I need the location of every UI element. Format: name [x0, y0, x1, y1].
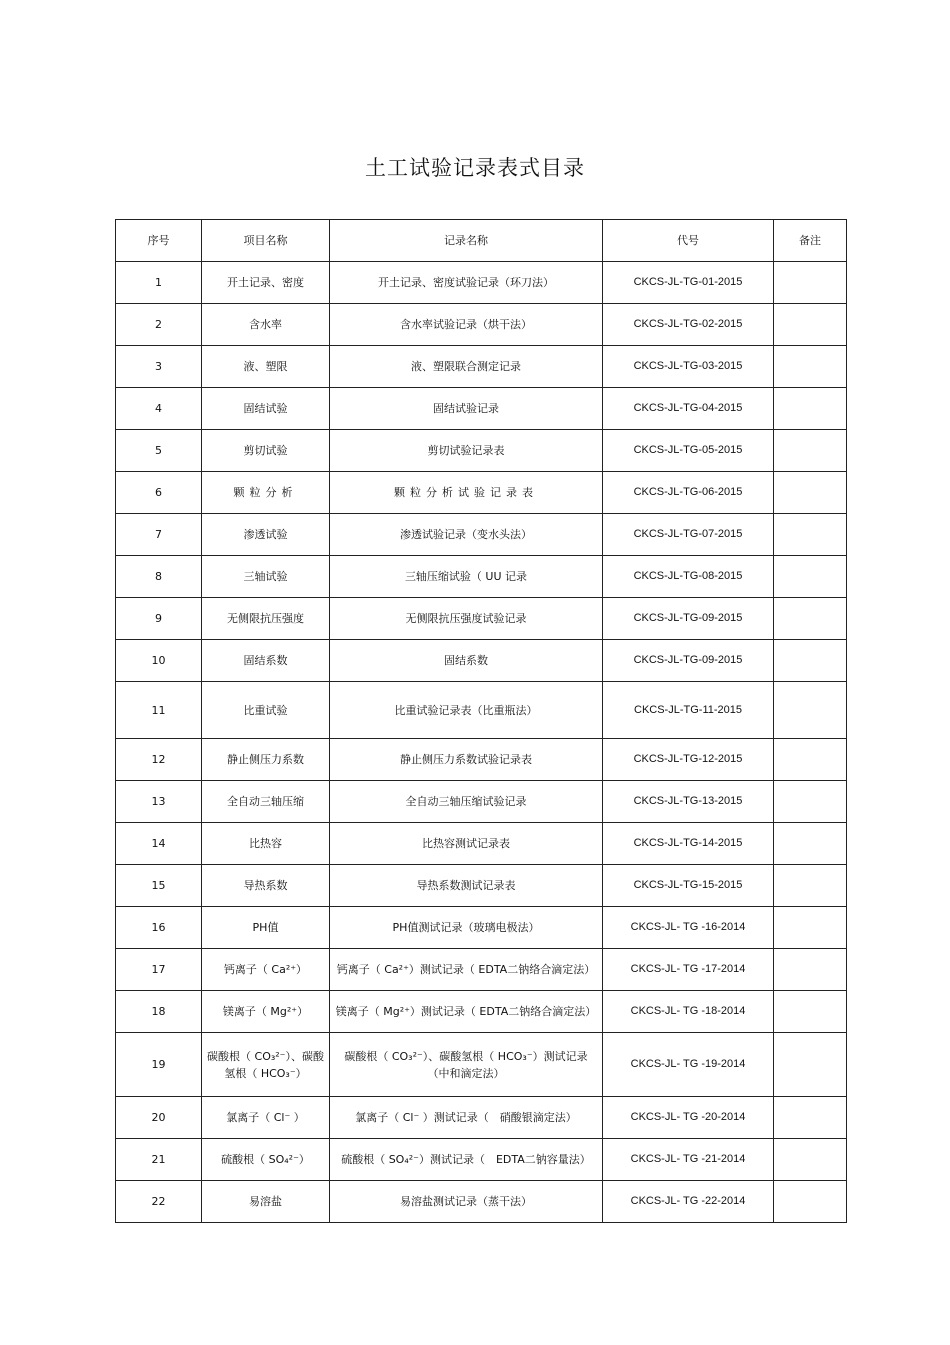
cell-record: 渗透试验记录（变水头法） [330, 514, 603, 556]
table-row [116, 991, 847, 1033]
cell-code: CKCS-JL-TG-08-2015 [603, 556, 774, 598]
cell-record: 氯离子（ Cl⁻ ）测试记录（ 硝酸银滴定法） [330, 1097, 603, 1139]
cell-code: CKCS-JL-TG-13-2015 [603, 781, 774, 823]
cell-code: CKCS-JL-TG-11-2015 [603, 682, 774, 739]
cell-no: 10 [116, 640, 202, 682]
cell-item: 镁离子（ Mg²⁺） [202, 991, 330, 1033]
table-row [116, 865, 847, 907]
cell-record: 固结系数 [330, 640, 603, 682]
cell-item: 开土记录、密度 [202, 262, 330, 304]
cell-note [774, 682, 847, 739]
cell-note [774, 1139, 847, 1181]
table-row [116, 598, 847, 640]
cell-record: 液、塑限联合测定记录 [330, 346, 603, 388]
catalog-table [115, 219, 847, 1223]
cell-item: 导热系数 [202, 865, 330, 907]
cell-note [774, 991, 847, 1033]
cell-note [774, 556, 847, 598]
cell-no: 8 [116, 556, 202, 598]
cell-code: CKCS-JL- TG -16-2014 [603, 907, 774, 949]
cell-note [774, 472, 847, 514]
cell-record: 镁离子（ Mg²⁺）测试记录（ EDTA二钠络合滴定法） [330, 991, 603, 1033]
table-header-row [116, 220, 847, 262]
cell-code: CKCS-JL-TG-14-2015 [603, 823, 774, 865]
cell-record: 导热系数测试记录表 [330, 865, 603, 907]
cell-record: 颗粒分析试验记录表 [330, 472, 603, 514]
cell-note [774, 304, 847, 346]
cell-note [774, 823, 847, 865]
cell-no: 9 [116, 598, 202, 640]
cell-code: CKCS-JL- TG -20-2014 [603, 1097, 774, 1139]
cell-item: 含水率 [202, 304, 330, 346]
table-row [116, 907, 847, 949]
cell-no: 18 [116, 991, 202, 1033]
table-row [116, 1097, 847, 1139]
cell-record: 含水率试验记录（烘干法） [330, 304, 603, 346]
table-body [116, 262, 847, 1223]
cell-item: 液、塑限 [202, 346, 330, 388]
cell-note [774, 262, 847, 304]
cell-code: CKCS-JL- TG -19-2014 [603, 1033, 774, 1097]
header-item: 项目名称 [202, 220, 330, 262]
cell-no: 11 [116, 682, 202, 739]
table-row [116, 823, 847, 865]
cell-code: CKCS-JL- TG -18-2014 [603, 991, 774, 1033]
cell-note [774, 598, 847, 640]
cell-item: 碳酸根（ CO₃²⁻）、碳酸氢根（ HCO₃⁻） [202, 1033, 330, 1097]
table-row [116, 556, 847, 598]
cell-note [774, 865, 847, 907]
cell-record: 固结试验记录 [330, 388, 603, 430]
cell-record: 硫酸根（ SO₄²⁻）测试记录（ EDTA二钠容量法） [330, 1139, 603, 1181]
header-record: 记录名称 [330, 220, 603, 262]
cell-code: CKCS-JL- TG -21-2014 [603, 1139, 774, 1181]
cell-no: 4 [116, 388, 202, 430]
cell-code: CKCS-JL-TG-01-2015 [603, 262, 774, 304]
header-no: 序号 [116, 220, 202, 262]
cell-no: 7 [116, 514, 202, 556]
cell-code: CKCS-JL-TG-12-2015 [603, 739, 774, 781]
table-row [116, 1033, 847, 1097]
cell-no: 3 [116, 346, 202, 388]
table-row [116, 739, 847, 781]
table-row [116, 640, 847, 682]
cell-no: 14 [116, 823, 202, 865]
cell-item: 硫酸根（ SO₄²⁻） [202, 1139, 330, 1181]
table-row [116, 262, 847, 304]
table-row [116, 781, 847, 823]
cell-code: CKCS-JL-TG-09-2015 [603, 598, 774, 640]
cell-code: CKCS-JL-TG-07-2015 [603, 514, 774, 556]
header-note: 备注 [774, 220, 847, 262]
cell-item: 钙离子（ Ca²⁺） [202, 949, 330, 991]
cell-code: CKCS-JL-TG-05-2015 [603, 430, 774, 472]
cell-no: 13 [116, 781, 202, 823]
cell-item: 颗粒分析 [202, 472, 330, 514]
cell-item: 氯离子（ Cl⁻ ） [202, 1097, 330, 1139]
table-row [116, 430, 847, 472]
cell-record: 比重试验记录表（比重瓶法） [330, 682, 603, 739]
table-row [116, 388, 847, 430]
cell-note [774, 739, 847, 781]
cell-record: 静止侧压力系数试验记录表 [330, 739, 603, 781]
cell-note [774, 781, 847, 823]
cell-no: 21 [116, 1139, 202, 1181]
cell-record: 剪切试验记录表 [330, 430, 603, 472]
cell-record: PH值测试记录（玻璃电极法） [330, 907, 603, 949]
cell-note [774, 514, 847, 556]
cell-no: 22 [116, 1181, 202, 1223]
cell-no: 12 [116, 739, 202, 781]
cell-code: CKCS-JL-TG-09-2015 [603, 640, 774, 682]
cell-note [774, 907, 847, 949]
cell-note [774, 640, 847, 682]
table-row [116, 1139, 847, 1181]
table-row [116, 1181, 847, 1223]
cell-item: 静止侧压力系数 [202, 739, 330, 781]
table-row [116, 304, 847, 346]
cell-no: 2 [116, 304, 202, 346]
cell-note [774, 388, 847, 430]
cell-item: 固结试验 [202, 388, 330, 430]
cell-code: CKCS-JL-TG-03-2015 [603, 346, 774, 388]
cell-code: CKCS-JL-TG-06-2015 [603, 472, 774, 514]
table-row [116, 682, 847, 739]
cell-code: CKCS-JL- TG -17-2014 [603, 949, 774, 991]
cell-note [774, 430, 847, 472]
cell-code: CKCS-JL-TG-04-2015 [603, 388, 774, 430]
cell-no: 6 [116, 472, 202, 514]
cell-no: 19 [116, 1033, 202, 1097]
cell-item: PH值 [202, 907, 330, 949]
cell-note [774, 949, 847, 991]
cell-note [774, 1097, 847, 1139]
cell-record: 碳酸根（ CO₃²⁻）、碳酸氢根（ HCO₃⁻）测试记录（中和滴定法） [330, 1033, 603, 1097]
table-row [116, 514, 847, 556]
page-title: 土工试验记录表式目录 [365, 156, 585, 180]
cell-record: 全自动三轴压缩试验记录 [330, 781, 603, 823]
cell-no: 15 [116, 865, 202, 907]
table-row [116, 949, 847, 991]
cell-note [774, 1033, 847, 1097]
cell-item: 易溶盐 [202, 1181, 330, 1223]
cell-record: 钙离子（ Ca²⁺）测试记录（ EDTA二钠络合滴定法） [330, 949, 603, 991]
cell-item: 剪切试验 [202, 430, 330, 472]
cell-code: CKCS-JL- TG -22-2014 [603, 1181, 774, 1223]
cell-record: 易溶盐测试记录（蒸干法） [330, 1181, 603, 1223]
cell-code: CKCS-JL-TG-15-2015 [603, 865, 774, 907]
cell-no: 16 [116, 907, 202, 949]
cell-record: 三轴压缩试验（ UU 记录 [330, 556, 603, 598]
cell-no: 1 [116, 262, 202, 304]
cell-item: 固结系数 [202, 640, 330, 682]
cell-item: 全自动三轴压缩 [202, 781, 330, 823]
cell-item: 比重试验 [202, 682, 330, 739]
cell-no: 17 [116, 949, 202, 991]
cell-item: 无侧限抗压强度 [202, 598, 330, 640]
cell-code: CKCS-JL-TG-02-2015 [603, 304, 774, 346]
cell-record: 无侧限抗压强度试验记录 [330, 598, 603, 640]
cell-no: 20 [116, 1097, 202, 1139]
table-row [116, 346, 847, 388]
cell-item: 渗透试验 [202, 514, 330, 556]
cell-record: 开土记录、密度试验记录（环刀法） [330, 262, 603, 304]
cell-item: 三轴试验 [202, 556, 330, 598]
cell-note [774, 1181, 847, 1223]
table-row [116, 472, 847, 514]
cell-no: 5 [116, 430, 202, 472]
cell-note [774, 346, 847, 388]
cell-record: 比热容测试记录表 [330, 823, 603, 865]
cell-item: 比热容 [202, 823, 330, 865]
header-code: 代号 [603, 220, 774, 262]
